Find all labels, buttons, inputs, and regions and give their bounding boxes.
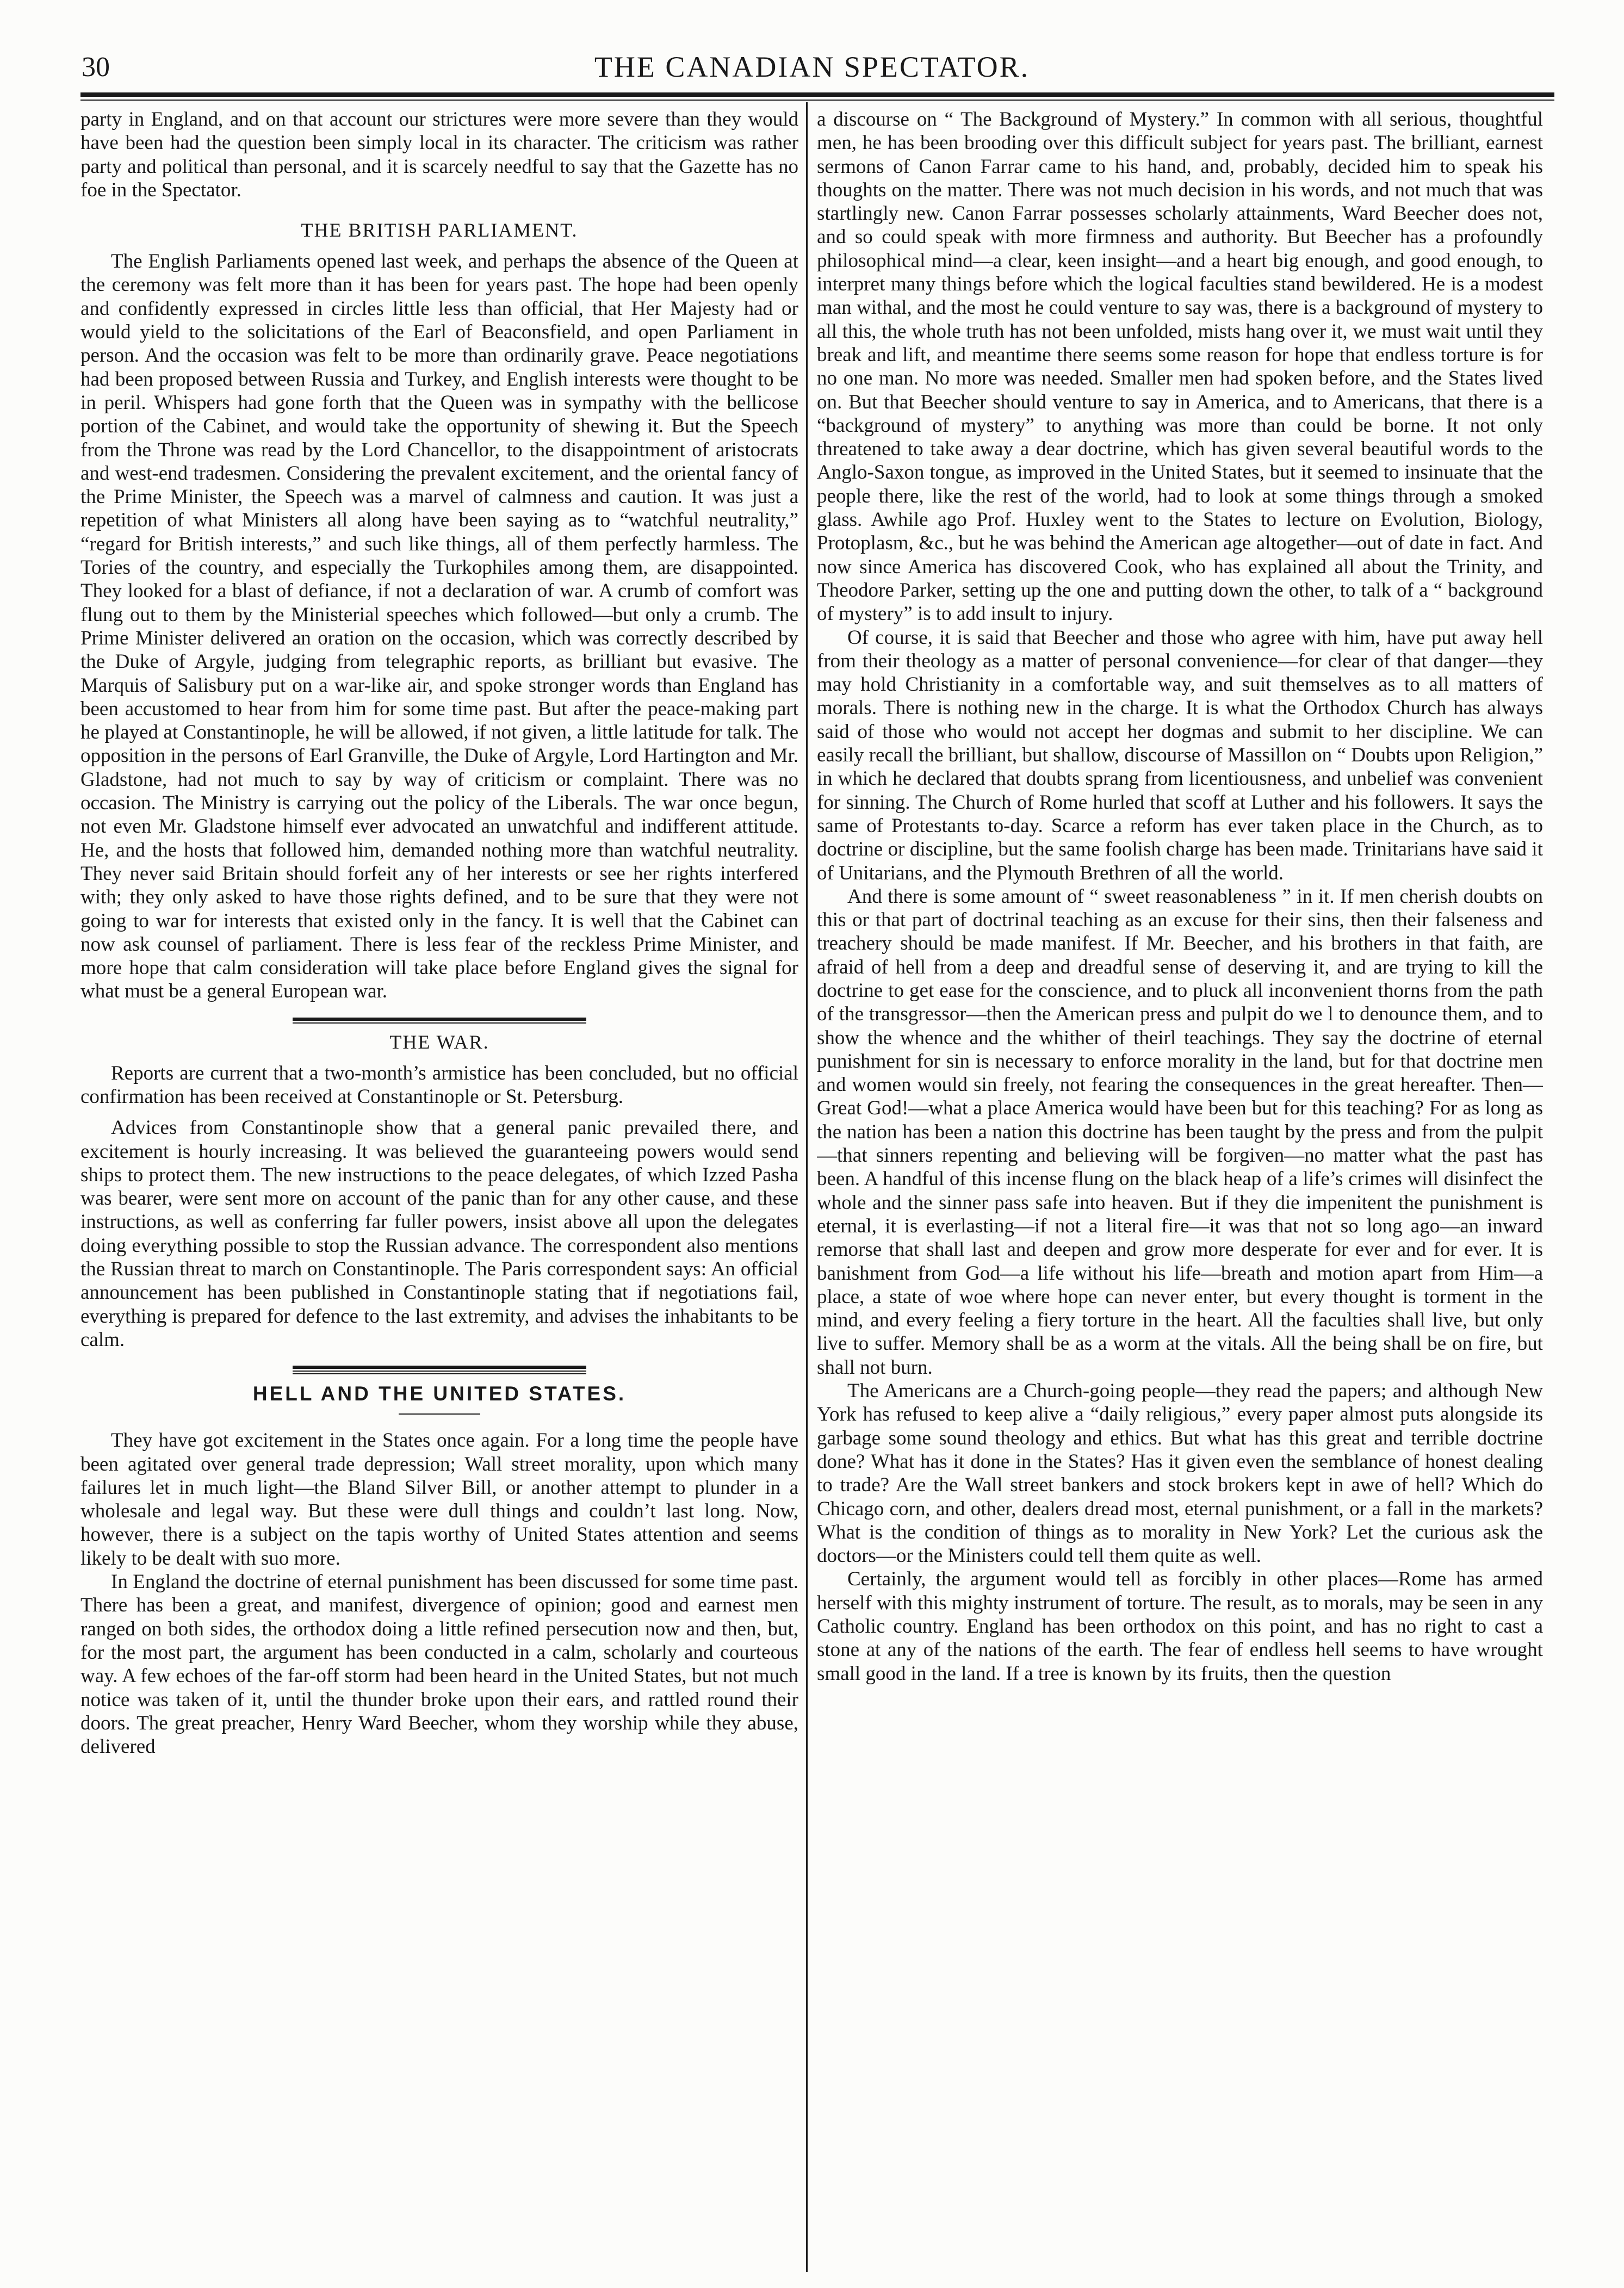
rome-paragraph: Certainly, the argument would tell as forcibly in other places—Rome has armed herself with this mighty instrument of torture. The result, as to morals, may be seen in any Catholic country. England has been orthodox on this point, and has no right to cast a stone at any of the nations of the earth. The fear of endless hell seems to have wrought small good in the land. If a tree is known by its fruits, then the question (817, 1568, 1543, 1685)
section-heading-war: THE WAR. (389, 1031, 489, 1053)
parliament-paragraph: The English Parliaments opened last week, and perhaps the absence of the Queen at the ceremony was felt more than it has been for years past. The hope had been openly and confidently expressed in circles little less than official, that Her Majesty had or would yield to the solicitations of the Earl of Beaconsfield, and open Parliament in person. And the occasion was felt to be more than ordinarily grave. Peace negotiations had been proposed between Russia and Turkey, and English interests were thought to be in peril. Whispers had gone forth that the Queen was in sympathy with the bellicose portion of the Cabinet, and would take the opportunity of shewing it. But the Speech from the Throne was read by the Lord Chancellor, to the disappointment of aristocrats and west-end tradesmen. Considering the prevalent excitement, and the oriental fancy of the Prime Minister, the Speech was a marvel of calmness and caution. It was just a repetition of what Ministers all along have been saying as to “watchful neutrality,” “regard for British interests,” and such like things, all of them perfectly harmless. The Tories of the country, and especially the Turkophiles among them, are disappointed. They looked for a blast of defiance, if not a declaration of war. A crumb of comfort was flung out to them by the Ministerial speeches which followed—but only a crumb. The Prime Minister delivered an oration on the occasion, which was correctly described by the Duke of Argyle, judging from telegraphic reports, as brilliant but evasive. The Marquis of Salisbury put on a war-like air, and spoke stronger words than England has been accustomed to hear from him for some time past. But after the peace-making part he played at Constantinople, he will be allowed, if not given, a little latitude for talk. The opposition in the persons of Earl Granville, the Duke of Argyle, Lord Hartington and Mr. Gladstone, had not much to say by way of criticism or complaint. There was no occasion. The Ministry is carrying out the policy of the Liberals. The war once begun, not even Mr. Gladstone himself ever advocated an unwatchful and indifferent attitude. He, and the hosts that followed him, demanded nothing more than watchful neutrality. They never said Britain should forfeit any of her interests or see her rights interfered with; they only asked to have those rights defined, and to be sure that they were not going to war for interests that existed only in the fancy. It is well that the Cabinet can now ask counsel of parliament. There is less fear of the reckless Prime Minister, and more hope that calm consideration will take place before England gives the signal for what must be a general European war. (80, 250, 798, 1003)
hell-paragraph-2: In England the doctrine of eternal punishment has been discussed for some time past. There has been a great, and manifest, divergence of opinion; good and earnest men ranged on both sides, the orthodox doing a little refined persecution now and then, but, for the most part, the argument has been conducted in a calm, scholarly and courteous way. A few echoes of the far-off storm had been heard in the United States, but not much notice was taken of it, until the thunder broke upon their ears, and rattled round their doors. The great preacher, Henry Ward Beecher, whom they worship while they abuse, delivered (80, 1571, 798, 1758)
section-separator (293, 1018, 586, 1024)
war-paragraph-2: Advices from Constantinople show that a general panic prevailed there, and excitement is hourly increasing. It was believed the guaranteeing powers would send ships to protect them. The new instructions to the peace delegates, of which Izzed Pasha was bearer, were sent more on account of the panic than for any other cause, and these instructions, as well as conferring far fuller powers, insist above all upon the delegates doing everything possible to stop the Russian advance. The correspondent also mentions the Russian threat to march on Constantinople. The Paris correspondent says: An official announcement has been published in Constantinople stating that if negotiations fail, everything is prepared for defence to the last extremity, and advises the inhabitants to be calm. (80, 1117, 798, 1351)
orthodox-paragraph: Of course, it is said that Beecher and those who agree with him, have put away hell from their theology as a matter of personal convenience—for clear of that danger—they may hold Christianity in a comfortable way, and suit themselves as to all matters of morals. There is nothing new in the charge. It is what the Orthodox Church has always said of those who would not accept her dogmas and submit to her discipline. We can easily recall the brilliant, but shallow, discourse of Massillon on “ Doubts upon Religion,” in which he declared that doubts sprang from licentiousness, and unbelief was convenient for sinning. The Church of Rome hurled that scoff at Luther and his followers. It says the same of Protestants to-day. Scarce a reform has ever taken place in the Church, as to doctrine or discipline, but the same foolish charge has been made. Trinitarians have said it of Unitarians, and the Plymouth Brethren of all the world. (817, 626, 1543, 884)
war-paragraph-1: Reports are current that a two-month’s armistice has been concluded, but no official confirmation has been received at Constantinople or St. Petersburg. (80, 1062, 798, 1108)
right-column (817, 108, 1543, 2278)
running-title: THE CANADIAN SPECTATOR. (594, 51, 1030, 83)
column-divider (806, 102, 808, 2272)
americans-paragraph: The Americans are a Church-going people—they read the papers; and although New York has refused to keep alive a “daily religious,” every paper almost puts alongside its garbage some sound theology and ethics. But what has this great and terrible doctrine done? What has it done in the States? Has it given even the semblance of honest dealing to trade? Are the Wall street bankers and stock brokers kept in awe of hell? Which do Chicago corn, and other, dealers dread most, eternal punishment, or a fall in the markets? What is the condition of things as to morality in New York? Let the curious ask the doctors—or the Ministers could tell them quite as well. (817, 1380, 1543, 1567)
section-separator (293, 1366, 586, 1374)
carryover-paragraph: party in England, and on that account our strictures were more severe than they would have been had the question been simply local in its character. The criticism was rather party and political than personal, and it is scarcely needful to say that the Gazette has no foe in the Spectator. (80, 108, 798, 201)
section-heading-hell: HELL AND THE UNITED STATES. (252, 1382, 627, 1405)
header-rule-thin (80, 100, 1554, 101)
page-number: 30 (82, 52, 110, 83)
reasonableness-paragraph: And there is some amount of “ sweet reasonableness ” in it. If men cherish doubts on this or that part of doctrinal teaching as an excuse for their sins, then their falseness and treachery should be made manifest. If Mr. Beecher, and his brothers in that faith, are afraid of hell from a deep and dreadful sense of deserving it, and are trying to kill the doctrine to get ease for the conscience, and to pluck all inconvenient thorns from the path of the transgressor—then the American press and pulpit do we l to denounce them, and to show the whence and the whither of theirl teachings. They say the doctrine of eternal punishment for sin is necessary to enforce morality in the land, but for that doctrine men and women would sin freely, not fearing the consequences in the great hereafter. Then—Great God!—what a place America would have been but for this teaching? For as long as the nation has been a nation this doctrine has been taught by the press and from the pulpit—that sinners repenting and believing will be forgiven—no matter what the past has been. A handful of this incense flung on the black heap of a life’s crimes will disinfect the whole and the sinner pass safe into heaven. But if they die impenitent the punishment is eternal, it is everlasting—if not a literal fire—it was that not so long ago—an inward remorse that shall last and deepen and grow more desperate for ever and for ever. It is banishment from God—a life without his life—breath and motion apart from Him—a place, a state of woe where hope can never enter, but every thought is torment in the mind, and every feeling a fiery torture in the heart. All the faculties shall live, but only live to suffer. Memory shall be as a worm at the vitals. All the being shall be on fire, but shall not burn. (817, 885, 1543, 1379)
left-column (80, 108, 798, 2278)
beecher-paragraph: a discourse on “ The Background of Mystery.” In common with all serious, thoughtful men, he has been brooding over this difficult subject for years past. The brilliant, earnest sermons of Canon Farrar came to his hand, and, probably, decided him to speak his thoughts on the matter. There was not much decision in his words, and not much that was startlingly new. Canon Farrar possesses scholarly attainments, Ward Beecher does not, and so could speak with more firmness and authority. But Beecher has a profoundly philosophical mind—a clear, keen insight—and a heart big enough, and good enough, to interpret many things before which the logical faculties stand bewildered. He is a modest man withal, and the most he could venture to say was, there is a background of mystery to all this, the whole truth has not been unfolded, mists hang over it, we must wait until they break and lift, and meantime there seems some reason for hope that endless torture is for no one man. No more was needed. Smaller men had spoken before, and the States lived on. But that Beecher should venture to say in America, and to Americans, that there is a “background of mystery” to anything was more than could be borne. It not only threatened to take away a dear doctrine, which has given several beautiful words to the Anglo-Saxon tongue, as improved in the United States, but it seemed to insinuate that the people there, like the rest of the world, had to look at some things through a smoked glass. Awhile ago Prof. Huxley went to the States to lecture on Evolution, Biology, Protoplasm, &c., but he was behind the American age altogether—out of date in fact. And now since America has discovered Cook, who has explained all about the Trinity, and Theodore Parker, setting up the one and putting down the other, to talk of a “ background of mystery” is to add insult to injury. (817, 108, 1543, 625)
heading-underline (399, 1413, 480, 1415)
section-heading-parliament: THE BRITISH PARLIAMENT. (301, 219, 578, 241)
header-rule-thick (80, 92, 1554, 97)
hell-paragraph-1: They have got excitement in the States once again. For a long time the people have been agitated over general trade depression; Wall street morality, upon which many failures let in much light—the Bland Silver Bill, or another attempt to plunder in a wholesale and legal way. But these were dull things and couldn’t last long. Now, however, there is a subject on the tapis worthy of United States attention and seems likely to be dealt with suo more. (80, 1429, 798, 1570)
